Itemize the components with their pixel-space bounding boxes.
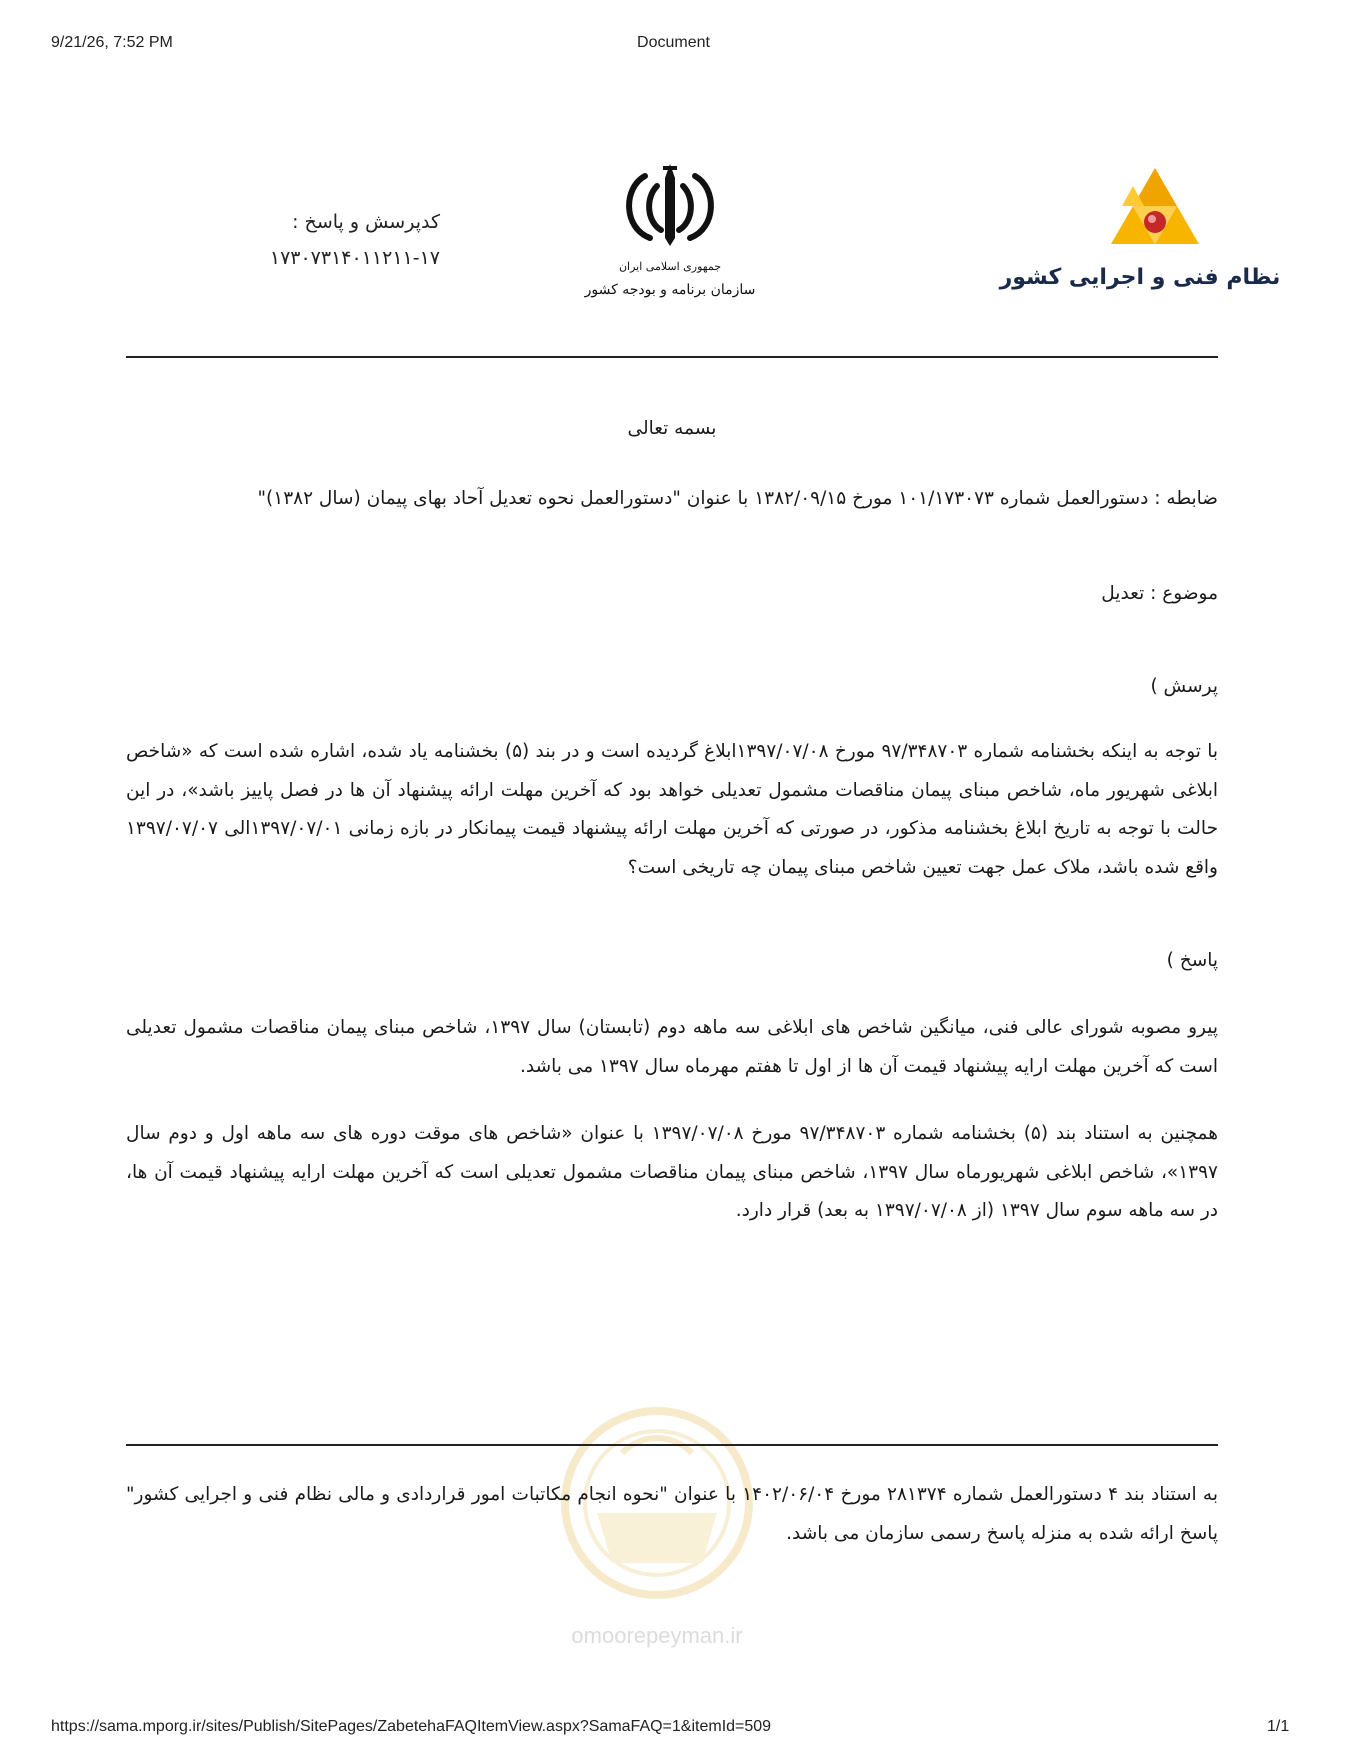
subject-line: موضوع : تعدیل xyxy=(1101,583,1218,604)
watermark-text: omoorepeyman.ir xyxy=(571,1623,743,1648)
answer-heading: پاسخ ) xyxy=(1166,950,1218,971)
answer-paragraph-2: همچنین به استناد بند (۵) بخشنامه شماره ۹۷/۳۴۸۷۰۳ مورخ ۱۳۹۷/۰۷/۰۸ با عنوان «شاخص های موقت دوره های سه ماهه اول و دوم سال ۱۳۹۷»، شاخص ابلاغی شهریورماه سال ۱۳۹۷، شاخص مبنای پیمان مناقصات مشمول تعدیلی است که آخرین مهلت ارایه پیشنهاد قیمت آن ها، در سه ماهه سوم سال ۱۳۹۷ (از ۱۳۹۷/۰۷/۰۸ به بعد) قرار دارد. xyxy=(126,1123,1219,1221)
emblem-caption-line2: سازمان برنامه و بودجه کشور xyxy=(584,282,756,298)
question-text: با توجه به اینکه بخشنامه شماره ۹۷/۳۴۸۷۰۳ مورخ ۱۳۹۷/۰۷/۰۸ابلاغ گردیده است و در بند (۵) بخشنامه یاد شده، اشاره شده است که «شاخص ابلاغی شهریور ماه، شاخص مبنای پیمان مناقصات مشمول تعدیلی خواهد بود که آخرین مهلت ارائه پیشنهاد آن ها در فصل پاییز باشد»، در این حالت با توجه به تاریخ ابلاغ بخشنامه مذکور، در صورتی که آخرین مهلت ارائه پیشنهاد قیمت پیمانکار در بازه زمانی ۱۳۹۷/۰۷/۰۱الی ۱۳۹۷/۰۷/۰۷ واقع شده باشد، ملاک عمل جهت تعیین شاخص مبنای پیمان چه تاریخی است؟ xyxy=(126,741,1219,878)
print-url: https://sama.mporg.ir/sites/Publish/SitePages/ZabetehaFAQItemView.aspx?SamaFAQ=1&itemId=509 xyxy=(51,1718,772,1735)
question-code-block xyxy=(215,204,440,276)
nezam-fanni-logo xyxy=(999,160,1281,300)
question-code-label: کدپرسش و پاسخ : xyxy=(292,211,440,233)
nezam-fanni-logo-text: نظام فنی و اجرایی کشور xyxy=(999,265,1281,290)
question-heading: پرسش ) xyxy=(1150,676,1218,697)
print-doc-title: Document xyxy=(637,34,710,51)
print-page-number: 1/1 xyxy=(1267,1718,1290,1735)
emblem-caption-line1: جمهوری اسلامی ایران xyxy=(618,260,722,273)
regulation-line: ضابطه : دستورالعمل شماره ۱۰۱/۱۷۳۰۷۳ مورخ ۱۳۸۲/۰۹/۱۵ با عنوان "دستورالعمل نحوه تعدیل آحاد بهای پیمان (سال ۱۳۸۲)" xyxy=(257,488,1218,509)
print-header xyxy=(0,34,1347,58)
header-divider xyxy=(126,356,1218,358)
question-code-value: ۱۷۳۰۷۳۱۴۰۱۱۲۱۱-۱۷ xyxy=(269,247,440,269)
footer-note: به استناد بند ۴ دستورالعمل شماره ۲۸۱۳۷۴ مورخ ۱۴۰۲/۰۶/۰۴ با عنوان "نحوه انجام مکاتبات امور قراردادی و مالی نظام فنی و اجرایی کشور" پاسخ ارائه شده به منزله پاسخ رسمی سازمان می باشد. xyxy=(126,1484,1218,1544)
answer-paragraph-1: پیرو مصوبه شورای عالی فنی، میانگین شاخص های ابلاغی سه ماهه دوم (تابستان) سال ۱۳۹۷، شاخص مبنای پیمان مناقصات مشمول تعدیلی است که آخرین مهلت ارایه پیشنهاد قیمت آن ها از اول تا هفتم مهرماه سال ۱۳۹۷ می باشد. xyxy=(126,1017,1218,1077)
iran-emblem-logo xyxy=(584,158,756,308)
footer-divider xyxy=(126,1444,1218,1446)
print-datetime: 9/21/26, 7:52 PM xyxy=(51,34,173,51)
basmala: بسمه تعالی xyxy=(627,418,717,439)
